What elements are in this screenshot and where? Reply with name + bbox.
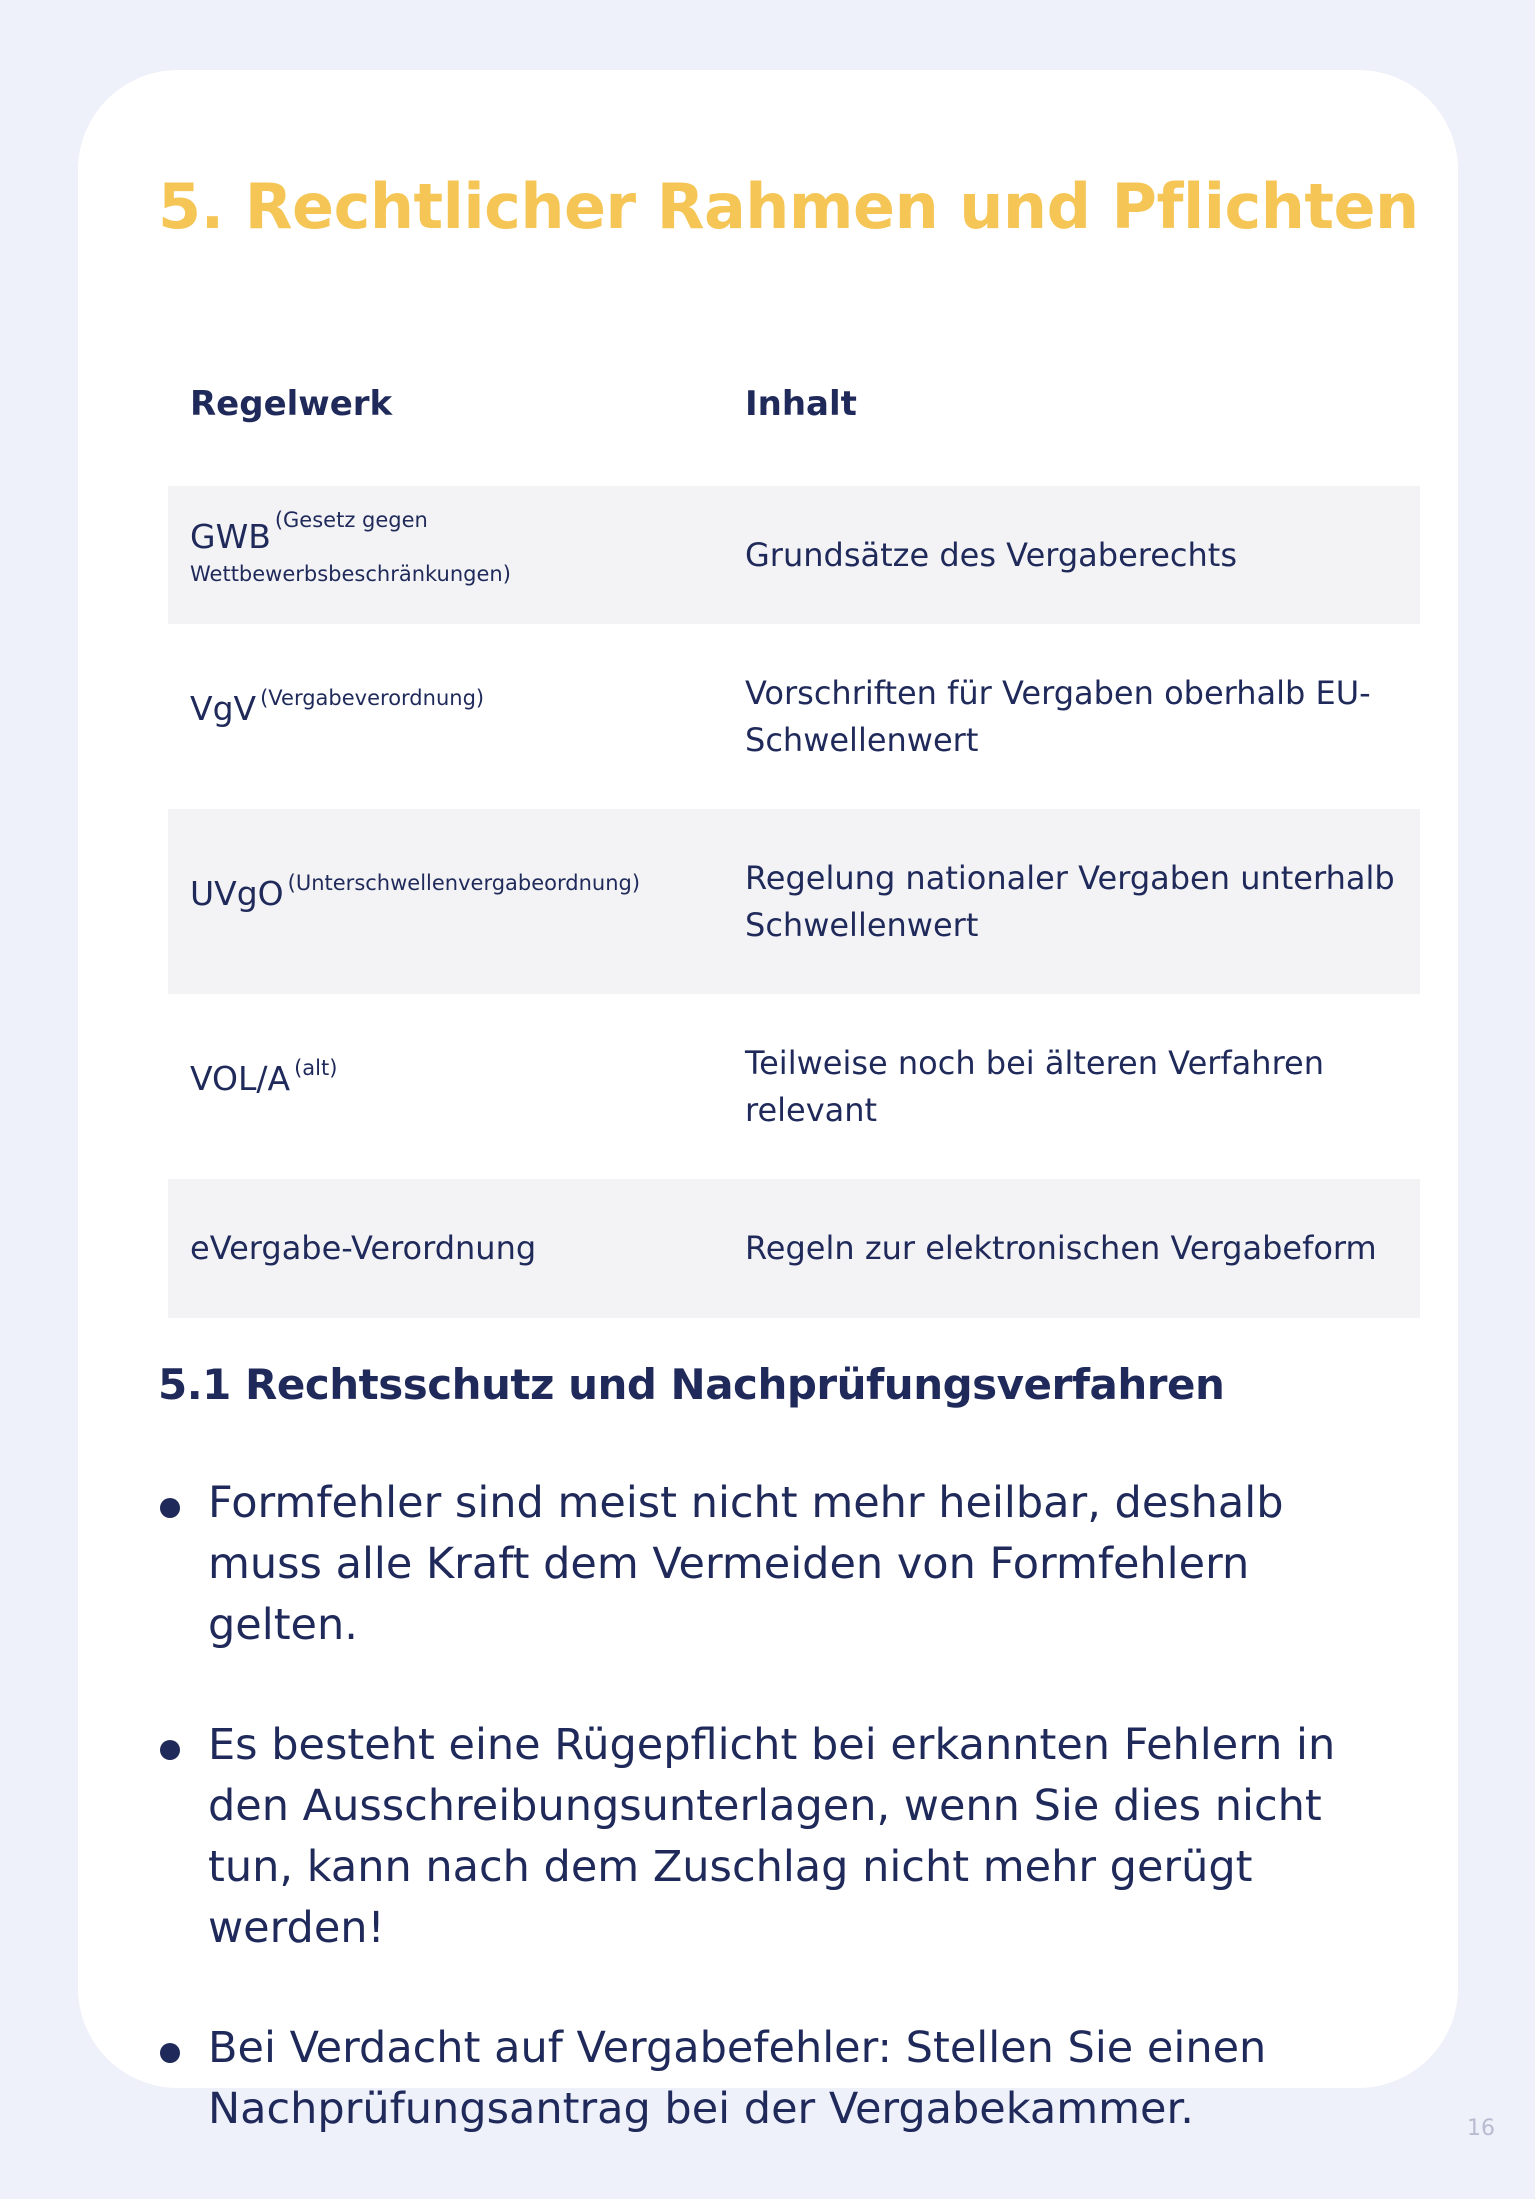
bullet-list (158, 1473, 1408, 2199)
regulation-cell (190, 1056, 710, 1098)
page-title: 5. Rechtlicher Rahmen und Pflichten (158, 170, 1419, 243)
bullet-dot-icon (160, 1498, 180, 1518)
content-cell: Teilweise noch bei älteren Verfahren relevant (745, 1043, 1324, 1129)
list-item (158, 1473, 1408, 1656)
page-number: 16 (1467, 2116, 1495, 2141)
regulation-cell (190, 686, 710, 728)
regulation-note: (Gesetz gegen (274, 508, 428, 532)
regulation-cell (190, 871, 710, 913)
regulations-table (168, 312, 1420, 1318)
column-header-inhalt: Inhalt (745, 384, 857, 424)
bullet-dot-icon (160, 2043, 180, 2063)
regulation-note: (alt) (294, 1056, 338, 1080)
content-cell: Vorschriften für Vergaben oberhalb EU-Schwellenwert (745, 673, 1371, 759)
table-row (168, 624, 1420, 809)
bullet-text: Bei Verdacht auf Vergabefehler: Stellen Sie einen Nachprüfungsantrag bei der Vergabekammer. (208, 2023, 1267, 2134)
list-item (158, 1715, 1408, 1959)
table-header (168, 312, 1420, 486)
table-row (168, 486, 1420, 624)
content-cell: Regelung nationaler Vergaben unterhalb Schwellenwert (745, 858, 1395, 944)
regulation-cell (190, 508, 710, 586)
column-header-regelwerk: Regelwerk (190, 384, 393, 424)
regulation-abbr: UVgO (190, 874, 284, 913)
regulation-note-cont: Wettbewerbsbeschränkungen) (190, 562, 511, 586)
table-row (168, 809, 1420, 994)
regulation-abbr: VOL/A (190, 1059, 291, 1098)
regulation-note: (Unterschwellenvergabeordnung) (287, 871, 641, 895)
bullet-text: Es besteht eine Rügepflicht bei erkannten Fehlern in den Ausschreibungsunterlagen, wenn Sie dies nicht tun, kann nach dem Zuschlag nicht mehr gerügt werden! (208, 1720, 1336, 1953)
section-title: 5.1 Rechtsschutz und Nachprüfungsverfahren (158, 1360, 1225, 1409)
list-item (158, 2018, 1408, 2140)
bullet-dot-icon (160, 1740, 180, 1760)
regulation-abbr: VgV (190, 689, 257, 728)
content-cell: Grundsätze des Vergaberechts (745, 535, 1237, 574)
page-card (78, 70, 1458, 2134)
regulation-note: (Vergabeverordnung) (260, 686, 485, 710)
regulation-abbr: GWB (190, 517, 271, 556)
bullet-text: Formfehler sind meist nicht mehr heilbar, deshalb muss alle Kraft dem Vermeiden von Formfehlern gelten. (208, 1478, 1284, 1650)
content-cell: Regeln zur elektronischen Vergabeform (745, 1229, 1377, 1267)
regulation-cell: eVergabe-Verordnung (190, 1229, 537, 1267)
table-row (168, 994, 1420, 1179)
table-row (168, 1179, 1420, 1318)
